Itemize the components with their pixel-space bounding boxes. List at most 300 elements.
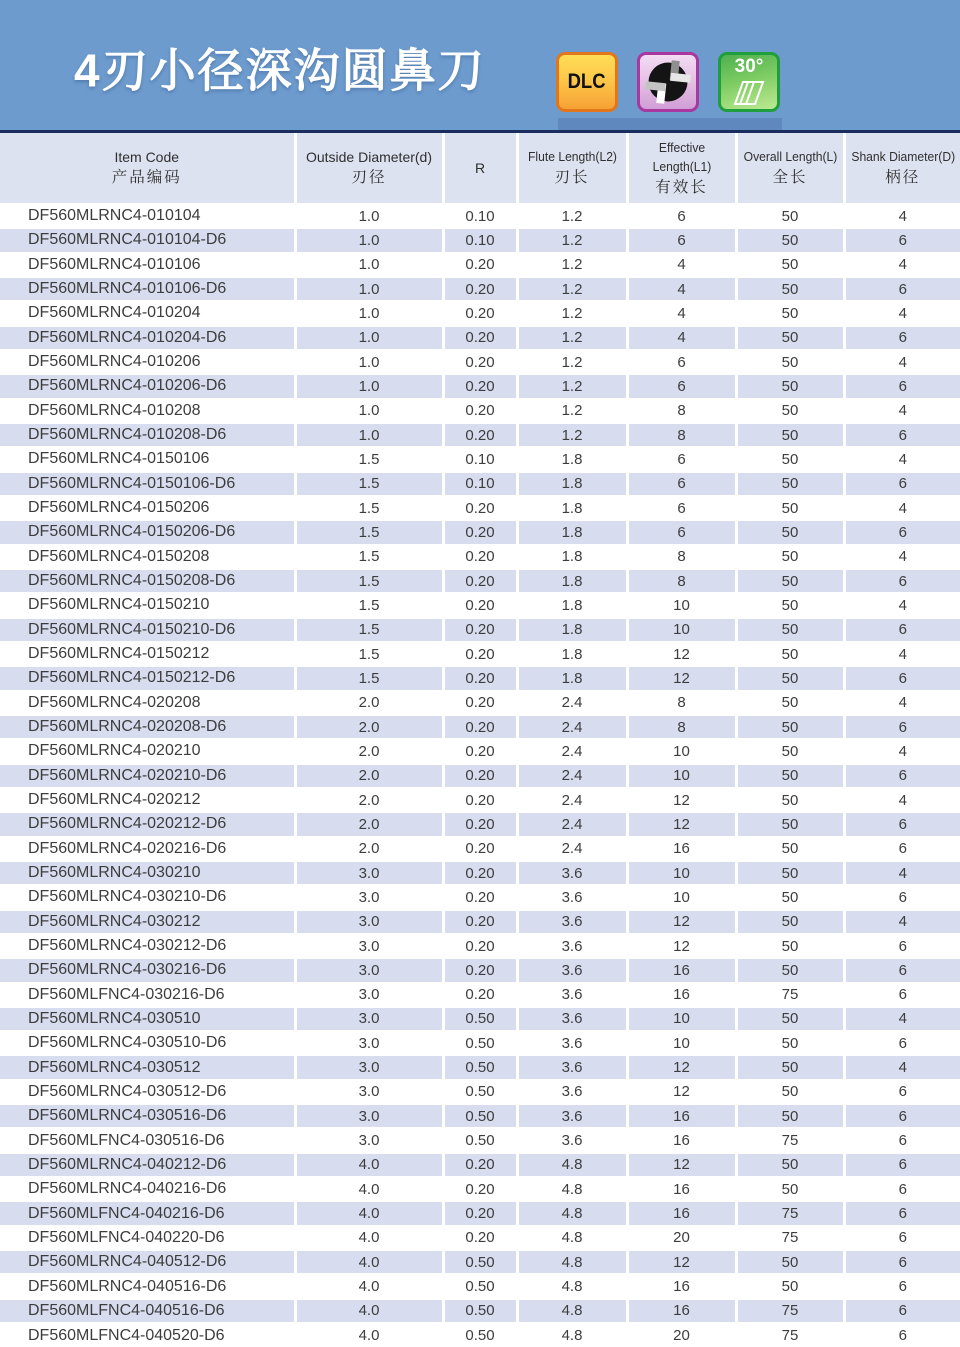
table-row: [0, 253, 960, 277]
value-cell: 12: [627, 1250, 736, 1274]
value-cell: 0.20: [443, 715, 517, 739]
item-code-cell: DF560MLRNC4-030212: [0, 910, 295, 934]
col-header-r: R: [443, 133, 517, 204]
value-cell: 1.0: [295, 399, 443, 423]
value-cell: 1.2: [517, 350, 627, 374]
helix-angle-icon: [732, 78, 766, 106]
value-cell: 50: [736, 934, 844, 958]
value-cell: 4: [844, 447, 960, 471]
value-cell: 0.10: [443, 228, 517, 252]
value-cell: 0.20: [443, 350, 517, 374]
value-cell: 1.2: [517, 326, 627, 350]
value-cell: 6: [627, 496, 736, 520]
value-cell: 0.50: [443, 1299, 517, 1323]
value-cell: 8: [627, 399, 736, 423]
value-cell: 50: [736, 885, 844, 909]
value-cell: 2.0: [295, 739, 443, 763]
value-cell: 50: [736, 1274, 844, 1298]
value-cell: 0.20: [443, 423, 517, 447]
value-cell: 12: [627, 934, 736, 958]
value-cell: 1.8: [517, 642, 627, 666]
value-cell: 4.0: [295, 1201, 443, 1225]
value-cell: 6: [844, 1299, 960, 1323]
value-cell: 0.10: [443, 204, 517, 228]
value-cell: 3.0: [295, 885, 443, 909]
table-row: [0, 520, 960, 544]
value-cell: 6: [844, 1104, 960, 1128]
value-cell: 0.20: [443, 934, 517, 958]
value-cell: 50: [736, 472, 844, 496]
value-cell: 0.20: [443, 666, 517, 690]
value-cell: 50: [736, 447, 844, 471]
value-cell: 50: [736, 423, 844, 447]
value-cell: 0.50: [443, 1250, 517, 1274]
value-cell: 4: [844, 788, 960, 812]
value-cell: 4: [844, 593, 960, 617]
value-cell: 6: [844, 1250, 960, 1274]
value-cell: 50: [736, 496, 844, 520]
item-code-cell: DF560MLRNC4-020216-D6: [0, 837, 295, 861]
value-cell: 50: [736, 1031, 844, 1055]
value-cell: 12: [627, 1153, 736, 1177]
value-cell: 1.0: [295, 253, 443, 277]
value-cell: 50: [736, 861, 844, 885]
item-code-cell: DF560MLRNC4-020208: [0, 691, 295, 715]
value-cell: 8: [627, 691, 736, 715]
value-cell: 0.20: [443, 642, 517, 666]
value-cell: 6: [844, 1274, 960, 1298]
value-cell: 0.20: [443, 1153, 517, 1177]
value-cell: 16: [627, 1177, 736, 1201]
value-cell: 0.20: [443, 618, 517, 642]
item-code-cell: DF560MLRNC4-020208-D6: [0, 715, 295, 739]
table-row: [0, 204, 960, 228]
value-cell: 4: [844, 691, 960, 715]
value-cell: 1.2: [517, 204, 627, 228]
value-cell: 10: [627, 861, 736, 885]
value-cell: 0.20: [443, 1226, 517, 1250]
item-code-cell: DF560MLRNC4-010208: [0, 399, 295, 423]
badge-shadow: [558, 118, 782, 130]
table-row: [0, 399, 960, 423]
table-row: [0, 1055, 960, 1079]
value-cell: 1.0: [295, 374, 443, 398]
value-cell: 6: [844, 958, 960, 982]
item-code-cell: DF560MLRNC4-0150106: [0, 447, 295, 471]
table-row: [0, 1080, 960, 1104]
item-code-cell: DF560MLRNC4-030510-D6: [0, 1031, 295, 1055]
table-row: [0, 1177, 960, 1201]
item-code-cell: DF560MLRNC4-010204: [0, 301, 295, 325]
item-code-cell: DF560MLRNC4-040516-D6: [0, 1274, 295, 1298]
table-row: [0, 715, 960, 739]
table-header: [0, 133, 960, 204]
value-cell: 6: [844, 764, 960, 788]
value-cell: 6: [844, 837, 960, 861]
item-code-cell: DF560MLRNC4-0150210: [0, 593, 295, 617]
value-cell: 8: [627, 545, 736, 569]
item-code-cell: DF560MLRNC4-010104-D6: [0, 228, 295, 252]
value-cell: 0.20: [443, 374, 517, 398]
value-cell: 1.8: [517, 472, 627, 496]
value-cell: 4.0: [295, 1323, 443, 1347]
value-cell: 6: [844, 1080, 960, 1104]
value-cell: 6: [627, 374, 736, 398]
item-code-cell: DF560MLRNC4-010106: [0, 253, 295, 277]
value-cell: 12: [627, 1055, 736, 1079]
item-code-cell: DF560MLRNC4-010106-D6: [0, 277, 295, 301]
value-cell: 50: [736, 1177, 844, 1201]
value-cell: 1.0: [295, 423, 443, 447]
value-cell: 2.4: [517, 812, 627, 836]
value-cell: 0.20: [443, 788, 517, 812]
value-cell: 4: [844, 204, 960, 228]
value-cell: 4: [844, 1055, 960, 1079]
item-code-cell: DF560MLFNC4-040520-D6: [0, 1323, 295, 1347]
item-code-cell: DF560MLRNC4-020212: [0, 788, 295, 812]
value-cell: 6: [844, 666, 960, 690]
value-cell: 0.20: [443, 1201, 517, 1225]
value-cell: 6: [844, 1201, 960, 1225]
value-cell: 3.6: [517, 1031, 627, 1055]
value-cell: 10: [627, 618, 736, 642]
table-row: [0, 1299, 960, 1323]
value-cell: 12: [627, 812, 736, 836]
value-cell: 50: [736, 204, 844, 228]
value-cell: 50: [736, 569, 844, 593]
flute-cross-section-icon: [645, 59, 691, 105]
value-cell: 6: [844, 423, 960, 447]
value-cell: 0.20: [443, 520, 517, 544]
value-cell: 50: [736, 642, 844, 666]
page-title: 4刃小径深沟圆鼻刀: [74, 44, 486, 97]
value-cell: 1.5: [295, 666, 443, 690]
value-cell: 1.8: [517, 618, 627, 642]
value-cell: 4: [844, 350, 960, 374]
value-cell: 2.0: [295, 691, 443, 715]
value-cell: 3.0: [295, 958, 443, 982]
value-cell: 0.20: [443, 593, 517, 617]
value-cell: 50: [736, 812, 844, 836]
value-cell: 3.6: [517, 1055, 627, 1079]
item-code-cell: DF560MLRNC4-0150206-D6: [0, 520, 295, 544]
item-code-cell: DF560MLRNC4-020210-D6: [0, 764, 295, 788]
value-cell: 1.5: [295, 545, 443, 569]
value-cell: 0.20: [443, 1177, 517, 1201]
value-cell: 16: [627, 958, 736, 982]
value-cell: 0.20: [443, 764, 517, 788]
value-cell: 0.20: [443, 837, 517, 861]
table-row: [0, 837, 960, 861]
value-cell: 0.20: [443, 691, 517, 715]
table-row: [0, 301, 960, 325]
value-cell: 0.50: [443, 1274, 517, 1298]
feature-badges: [556, 52, 780, 112]
value-cell: 50: [736, 910, 844, 934]
value-cell: 3.0: [295, 1080, 443, 1104]
table-row: [0, 472, 960, 496]
table-row: [0, 618, 960, 642]
value-cell: 1.5: [295, 447, 443, 471]
dlc-coating-badge: [556, 52, 618, 112]
item-code-cell: DF560MLRNC4-040512-D6: [0, 1250, 295, 1274]
value-cell: 1.0: [295, 228, 443, 252]
value-cell: 4.0: [295, 1153, 443, 1177]
value-cell: 6: [844, 1153, 960, 1177]
value-cell: 12: [627, 788, 736, 812]
item-code-cell: DF560MLFNC4-040220-D6: [0, 1226, 295, 1250]
value-cell: 3.6: [517, 1104, 627, 1128]
item-code-cell: DF560MLRNC4-0150208-D6: [0, 569, 295, 593]
item-code-cell: DF560MLFNC4-040216-D6: [0, 1201, 295, 1225]
value-cell: 50: [736, 350, 844, 374]
value-cell: 1.8: [517, 447, 627, 471]
value-cell: 0.10: [443, 472, 517, 496]
value-cell: 50: [736, 374, 844, 398]
table-row: [0, 1128, 960, 1152]
value-cell: 6: [844, 472, 960, 496]
table-row: [0, 423, 960, 447]
value-cell: 10: [627, 593, 736, 617]
col-header-overall-length: Overall Length(L) 全长: [736, 133, 844, 204]
item-code-cell: DF560MLRNC4-010208-D6: [0, 423, 295, 447]
value-cell: 20: [627, 1323, 736, 1347]
table-row: [0, 350, 960, 374]
value-cell: 4.8: [517, 1323, 627, 1347]
value-cell: 0.20: [443, 569, 517, 593]
value-cell: 1.2: [517, 228, 627, 252]
value-cell: 1.2: [517, 423, 627, 447]
value-cell: 0.20: [443, 301, 517, 325]
item-code-cell: DF560MLRNC4-030216-D6: [0, 958, 295, 982]
value-cell: 2.4: [517, 691, 627, 715]
value-cell: 50: [736, 837, 844, 861]
value-cell: 0.20: [443, 277, 517, 301]
item-code-cell: DF560MLRNC4-020212-D6: [0, 812, 295, 836]
value-cell: 0.50: [443, 1055, 517, 1079]
value-cell: 50: [736, 253, 844, 277]
product-table-body: [0, 204, 960, 1347]
value-cell: 16: [627, 983, 736, 1007]
value-cell: 16: [627, 837, 736, 861]
page-header: [0, 0, 960, 130]
value-cell: 0.50: [443, 1031, 517, 1055]
value-cell: 3.6: [517, 983, 627, 1007]
value-cell: 1.2: [517, 253, 627, 277]
value-cell: 12: [627, 1080, 736, 1104]
value-cell: 1.8: [517, 545, 627, 569]
value-cell: 3.6: [517, 934, 627, 958]
value-cell: 6: [627, 447, 736, 471]
value-cell: 6: [844, 885, 960, 909]
value-cell: 12: [627, 666, 736, 690]
col-header-effective-length: Effective Length(L1) 有效长: [627, 133, 736, 204]
value-cell: 1.2: [517, 277, 627, 301]
table-row: [0, 958, 960, 982]
value-cell: 2.0: [295, 837, 443, 861]
table-row: [0, 764, 960, 788]
table-row: [0, 691, 960, 715]
value-cell: 4: [844, 301, 960, 325]
table-row: [0, 1274, 960, 1298]
value-cell: 4: [627, 326, 736, 350]
item-code-cell: DF560MLRNC4-040212-D6: [0, 1153, 295, 1177]
item-code-cell: DF560MLRNC4-0150106-D6: [0, 472, 295, 496]
value-cell: 2.0: [295, 788, 443, 812]
value-cell: 4: [627, 253, 736, 277]
value-cell: 6: [627, 520, 736, 544]
value-cell: 1.8: [517, 496, 627, 520]
value-cell: 4: [627, 277, 736, 301]
value-cell: 50: [736, 1080, 844, 1104]
value-cell: 4: [844, 545, 960, 569]
value-cell: 1.5: [295, 472, 443, 496]
helix-angle-label: 30°: [734, 56, 764, 77]
value-cell: 6: [844, 983, 960, 1007]
value-cell: 3.6: [517, 1080, 627, 1104]
value-cell: 6: [844, 277, 960, 301]
item-code-cell: DF560MLFNC4-040516-D6: [0, 1299, 295, 1323]
value-cell: 4: [844, 910, 960, 934]
table-row: [0, 326, 960, 350]
value-cell: 6: [844, 228, 960, 252]
value-cell: 4.8: [517, 1153, 627, 1177]
value-cell: 50: [736, 666, 844, 690]
value-cell: 6: [844, 715, 960, 739]
table-row: [0, 569, 960, 593]
table-row: [0, 739, 960, 763]
value-cell: 1.5: [295, 642, 443, 666]
value-cell: 4.0: [295, 1177, 443, 1201]
value-cell: 75: [736, 1299, 844, 1323]
value-cell: 0.20: [443, 496, 517, 520]
value-cell: 2.4: [517, 788, 627, 812]
value-cell: 12: [627, 642, 736, 666]
table-row: [0, 277, 960, 301]
value-cell: 2.4: [517, 764, 627, 788]
value-cell: 0.20: [443, 861, 517, 885]
table-row: [0, 1323, 960, 1347]
value-cell: 1.5: [295, 496, 443, 520]
product-spec-table: [0, 133, 960, 1347]
value-cell: 4: [844, 861, 960, 885]
value-cell: 1.5: [295, 593, 443, 617]
value-cell: 3.0: [295, 1031, 443, 1055]
value-cell: 4.8: [517, 1177, 627, 1201]
item-code-cell: DF560MLRNC4-0150208: [0, 545, 295, 569]
value-cell: 3.0: [295, 910, 443, 934]
value-cell: 6: [844, 618, 960, 642]
value-cell: 6: [844, 1323, 960, 1347]
table-row: [0, 1007, 960, 1031]
value-cell: 3.0: [295, 1055, 443, 1079]
value-cell: 6: [844, 1128, 960, 1152]
value-cell: 4: [844, 642, 960, 666]
table-row: [0, 1031, 960, 1055]
value-cell: 16: [627, 1104, 736, 1128]
item-code-cell: DF560MLFNC4-030516-D6: [0, 1128, 295, 1152]
value-cell: 6: [844, 1031, 960, 1055]
item-code-cell: DF560MLRNC4-030212-D6: [0, 934, 295, 958]
value-cell: 10: [627, 739, 736, 763]
value-cell: 1.0: [295, 204, 443, 228]
value-cell: 0.50: [443, 1007, 517, 1031]
value-cell: 1.2: [517, 301, 627, 325]
value-cell: 50: [736, 593, 844, 617]
value-cell: 1.5: [295, 618, 443, 642]
value-cell: 4: [844, 253, 960, 277]
value-cell: 1.5: [295, 520, 443, 544]
item-code-cell: DF560MLRNC4-040216-D6: [0, 1177, 295, 1201]
value-cell: 4: [844, 1007, 960, 1031]
value-cell: 4.8: [517, 1250, 627, 1274]
value-cell: 50: [736, 788, 844, 812]
value-cell: 10: [627, 885, 736, 909]
table-row: [0, 374, 960, 398]
value-cell: 1.8: [517, 520, 627, 544]
value-cell: 0.10: [443, 447, 517, 471]
table-row: [0, 1226, 960, 1250]
value-cell: 3.6: [517, 1128, 627, 1152]
value-cell: 3.0: [295, 1128, 443, 1152]
value-cell: 4: [627, 301, 736, 325]
value-cell: 2.4: [517, 837, 627, 861]
item-code-cell: DF560MLRNC4-030510: [0, 1007, 295, 1031]
value-cell: 6: [627, 350, 736, 374]
value-cell: 4.0: [295, 1250, 443, 1274]
table-row: [0, 788, 960, 812]
value-cell: 50: [736, 739, 844, 763]
value-cell: 4.0: [295, 1226, 443, 1250]
table-row: [0, 496, 960, 520]
value-cell: 50: [736, 1055, 844, 1079]
value-cell: 50: [736, 1250, 844, 1274]
value-cell: 8: [627, 569, 736, 593]
table-row: [0, 1250, 960, 1274]
table-row: [0, 1153, 960, 1177]
value-cell: 75: [736, 1201, 844, 1225]
value-cell: 16: [627, 1299, 736, 1323]
item-code-cell: DF560MLRNC4-030210: [0, 861, 295, 885]
value-cell: 75: [736, 1128, 844, 1152]
value-cell: 4.8: [517, 1226, 627, 1250]
value-cell: 0.20: [443, 958, 517, 982]
value-cell: 50: [736, 326, 844, 350]
value-cell: 50: [736, 764, 844, 788]
table-row: [0, 910, 960, 934]
item-code-cell: DF560MLRNC4-0150206: [0, 496, 295, 520]
value-cell: 50: [736, 715, 844, 739]
table-row: [0, 447, 960, 471]
value-cell: 1.5: [295, 569, 443, 593]
item-code-cell: DF560MLFNC4-030216-D6: [0, 983, 295, 1007]
value-cell: 0.20: [443, 812, 517, 836]
col-header-flute-length: Flute Length(L2) 刃长: [517, 133, 627, 204]
table-row: [0, 666, 960, 690]
value-cell: 75: [736, 1323, 844, 1347]
item-code-cell: DF560MLRNC4-010206: [0, 350, 295, 374]
value-cell: 20: [627, 1226, 736, 1250]
value-cell: 2.0: [295, 715, 443, 739]
value-cell: 6: [627, 472, 736, 496]
value-cell: 6: [844, 1177, 960, 1201]
value-cell: 0.20: [443, 910, 517, 934]
value-cell: 0.50: [443, 1104, 517, 1128]
value-cell: 6: [844, 812, 960, 836]
col-header-shank-diameter: Shank Diameter(D) 柄径: [844, 133, 960, 204]
value-cell: 50: [736, 228, 844, 252]
value-cell: 6: [844, 934, 960, 958]
